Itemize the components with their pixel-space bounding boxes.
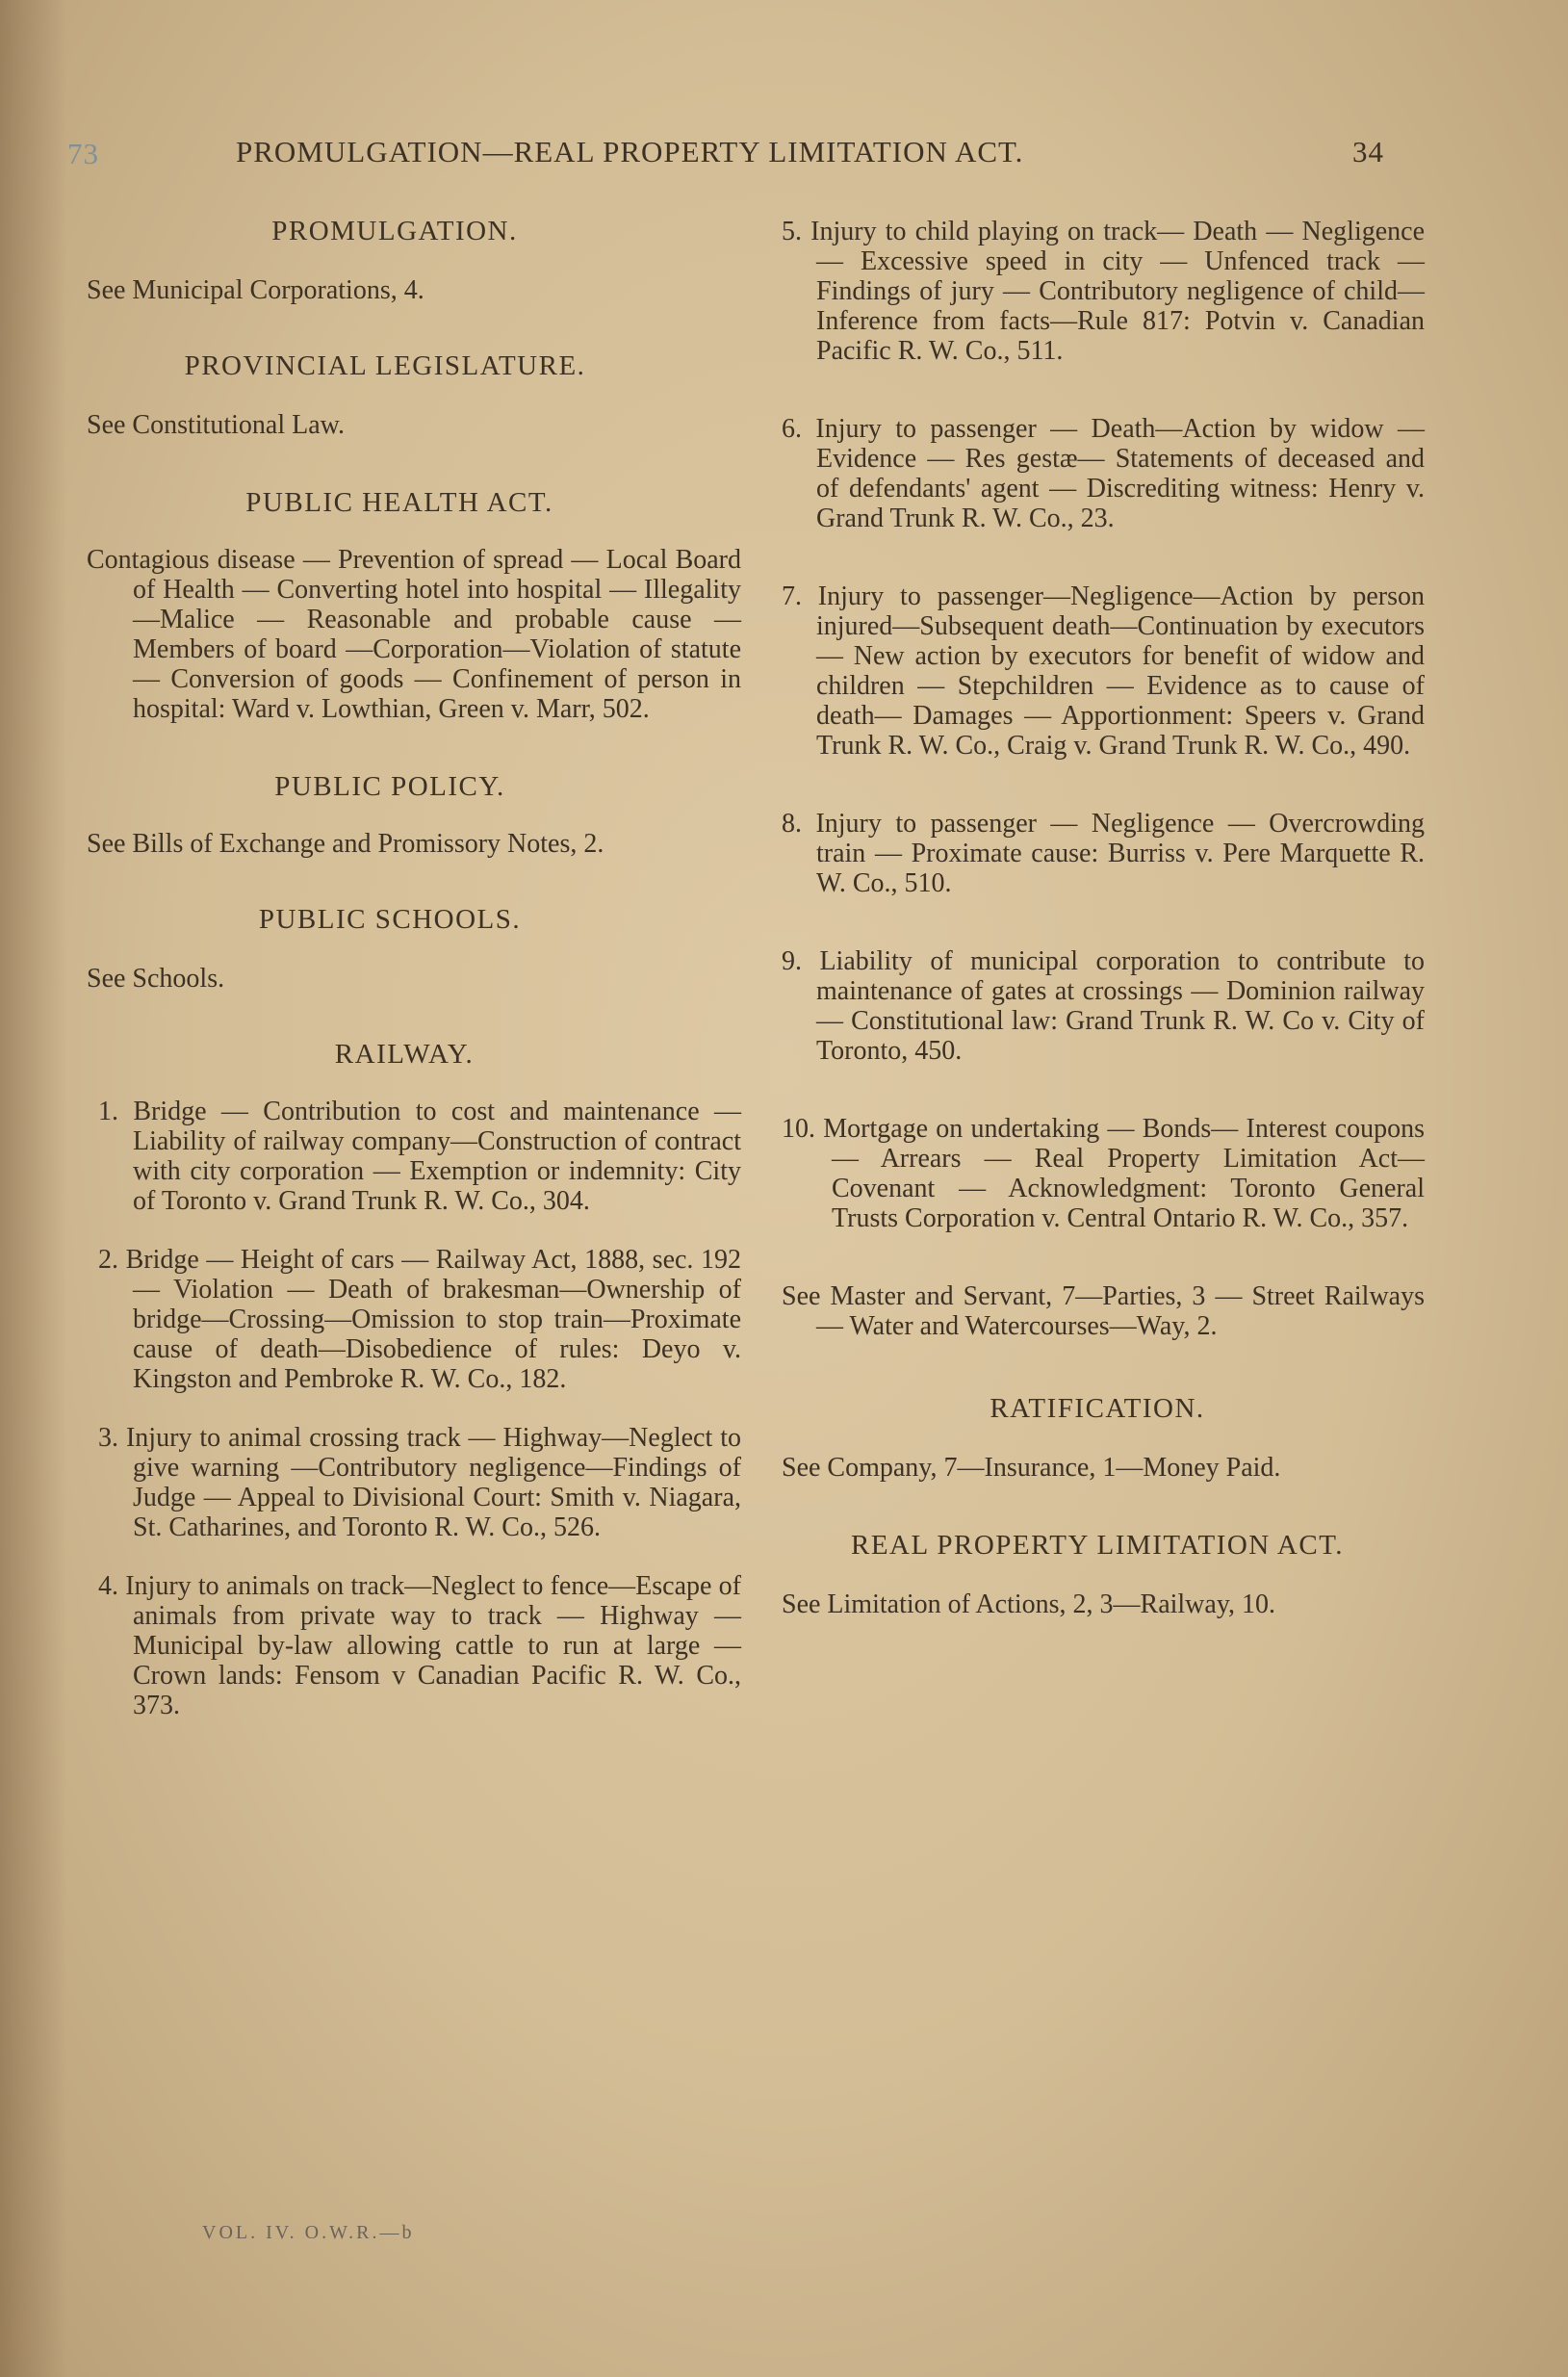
running-head-title: PROMULGATION—REAL PROPERTY LIMITATION ACT.	[236, 135, 1024, 168]
footer-signature: VOL. IV. O.W.R.—b	[202, 2222, 415, 2243]
see-ratification: See Company, 7—Insurance, 1—Money Paid.	[782, 1453, 1281, 1483]
heading-ratification: RATIFICATION.	[990, 1393, 1205, 1424]
see-public-schools: See Schools.	[87, 964, 225, 994]
left-column	[87, 217, 741, 1720]
heading-provincial-legislature: PROVINCIAL LEGISLATURE.	[184, 350, 586, 381]
heading-real-property-limitation-act: REAL PROPERTY LIMITATION ACT.	[850, 1530, 1345, 1561]
heading-promulgation: PROMULGATION.	[271, 216, 518, 246]
heading-public-health-act: PUBLIC HEALTH ACT.	[245, 487, 553, 518]
public-health-entry: Contagious disease — Prevention of spread — Local Board of Health — Converting hotel into hospital — Illegality—Malice — Reasonable and probable cause — Members of board —Corporation—Violation of statute — Conversion of goods — Confinement of person in hospital: Ward v. Lowthian, Green v. Marr, 502.	[87, 545, 741, 724]
railway-entry-5: 5. Injury to child playing on track— Death — Negligence — Excessive speed in city — Unfenced track — Findings of jury — Contributory negligence of child—Inference from facts—Rule 817: Potvin v. Canadian Pacific R. W. Co., 511.	[782, 217, 1425, 366]
railway-see-also: See Master and Servant, 7—Parties, 3 — Street Railways — Water and Watercourses—Way, 2.	[782, 1281, 1425, 1341]
railway-entry-3: 3. Injury to animal crossing track — Highway—Neglect to give warning —Contributory negligence—Findings of Judge — Appeal to Divisional Court: Smith v. Niagara, St. Catharines, and Toronto R. W. Co., 526.	[98, 1423, 741, 1542]
railway-entry-1: 1. Bridge — Contribution to cost and maintenance — Liability of railway company—Construction of contract with city corporation — Exemption or indemnity: City of Toronto v. Grand Trunk R. W. Co., 304.	[98, 1097, 741, 1216]
right-column	[770, 217, 1425, 1619]
see-public-policy: See Bills of Exchange and Promissory Notes, 2.	[87, 829, 604, 859]
right-page-number: 34	[1352, 135, 1384, 168]
railway-entry-10: 10. Mortgage on undertaking — Bonds— Interest coupons — Arrears — Real Property Limitation Act—Covenant — Acknowledgment: Toronto General Trusts Corporation v. Central Ontario R. W. Co., 357.	[782, 1114, 1425, 1233]
heading-railway: RAILWAY.	[334, 1039, 475, 1070]
see-real-property-limitation-act: See Limitation of Actions, 2, 3—Railway, 10.	[782, 1589, 1276, 1619]
railway-entry-7: 7. Injury to passenger—Negligence—Action by person injured—Subsequent death—Continuation by executors— New action by executors for benefit of widow and children — Stepchildren — Evidence as to cause of death— Damages — Apportionment: Speers v. Grand Trunk R. W. Co., Craig v. Grand Trunk R. W. Co., 490.	[782, 581, 1425, 761]
railway-entry-6: 6. Injury to passenger — Death—Action by widow — Evidence — Res gestæ— Statements of deceased and of defendants' agent — Discrediting witness: Henry v. Grand Trunk R. W. Co., 23.	[782, 414, 1425, 533]
heading-public-policy: PUBLIC POLICY.	[274, 771, 505, 802]
see-provincial-legislature: See Constitutional Law.	[87, 410, 346, 440]
heading-public-schools: PUBLIC SCHOOLS.	[258, 904, 522, 935]
railway-entry-9: 9. Liability of municipal corporation to contribute to maintenance of gates at crossings — Dominion railway — Constitutional law: Grand Trunk R. W. Co v. City of Toronto, 450.	[782, 946, 1425, 1066]
railway-entry-8: 8. Injury to passenger — Negligence — Overcrowding train — Proximate cause: Burriss v. Pere Marquette R. W. Co., 510.	[782, 809, 1425, 898]
railway-entry-2: 2. Bridge — Height of cars — Railway Act, 1888, sec. 192 — Violation — Death of brakesman—Ownership of bridge—Crossing—Omission to stop train—Proximate cause of death—Disobedience of rules: Deyo v. Kingston and Pembroke R. W. Co., 182.	[98, 1245, 741, 1394]
railway-entry-4: 4. Injury to animals on track—Neglect to fence—Escape of animals from private way to track — Highway — Municipal by-law allowing cattle to run at large — Crown lands: Fensom v Canadian Pacific R. W. Co., 373.	[98, 1571, 741, 1720]
left-page-number: 73	[67, 137, 99, 170]
see-promulgation: See Municipal Corporations, 4.	[87, 275, 424, 305]
running-head	[58, 135, 1405, 183]
